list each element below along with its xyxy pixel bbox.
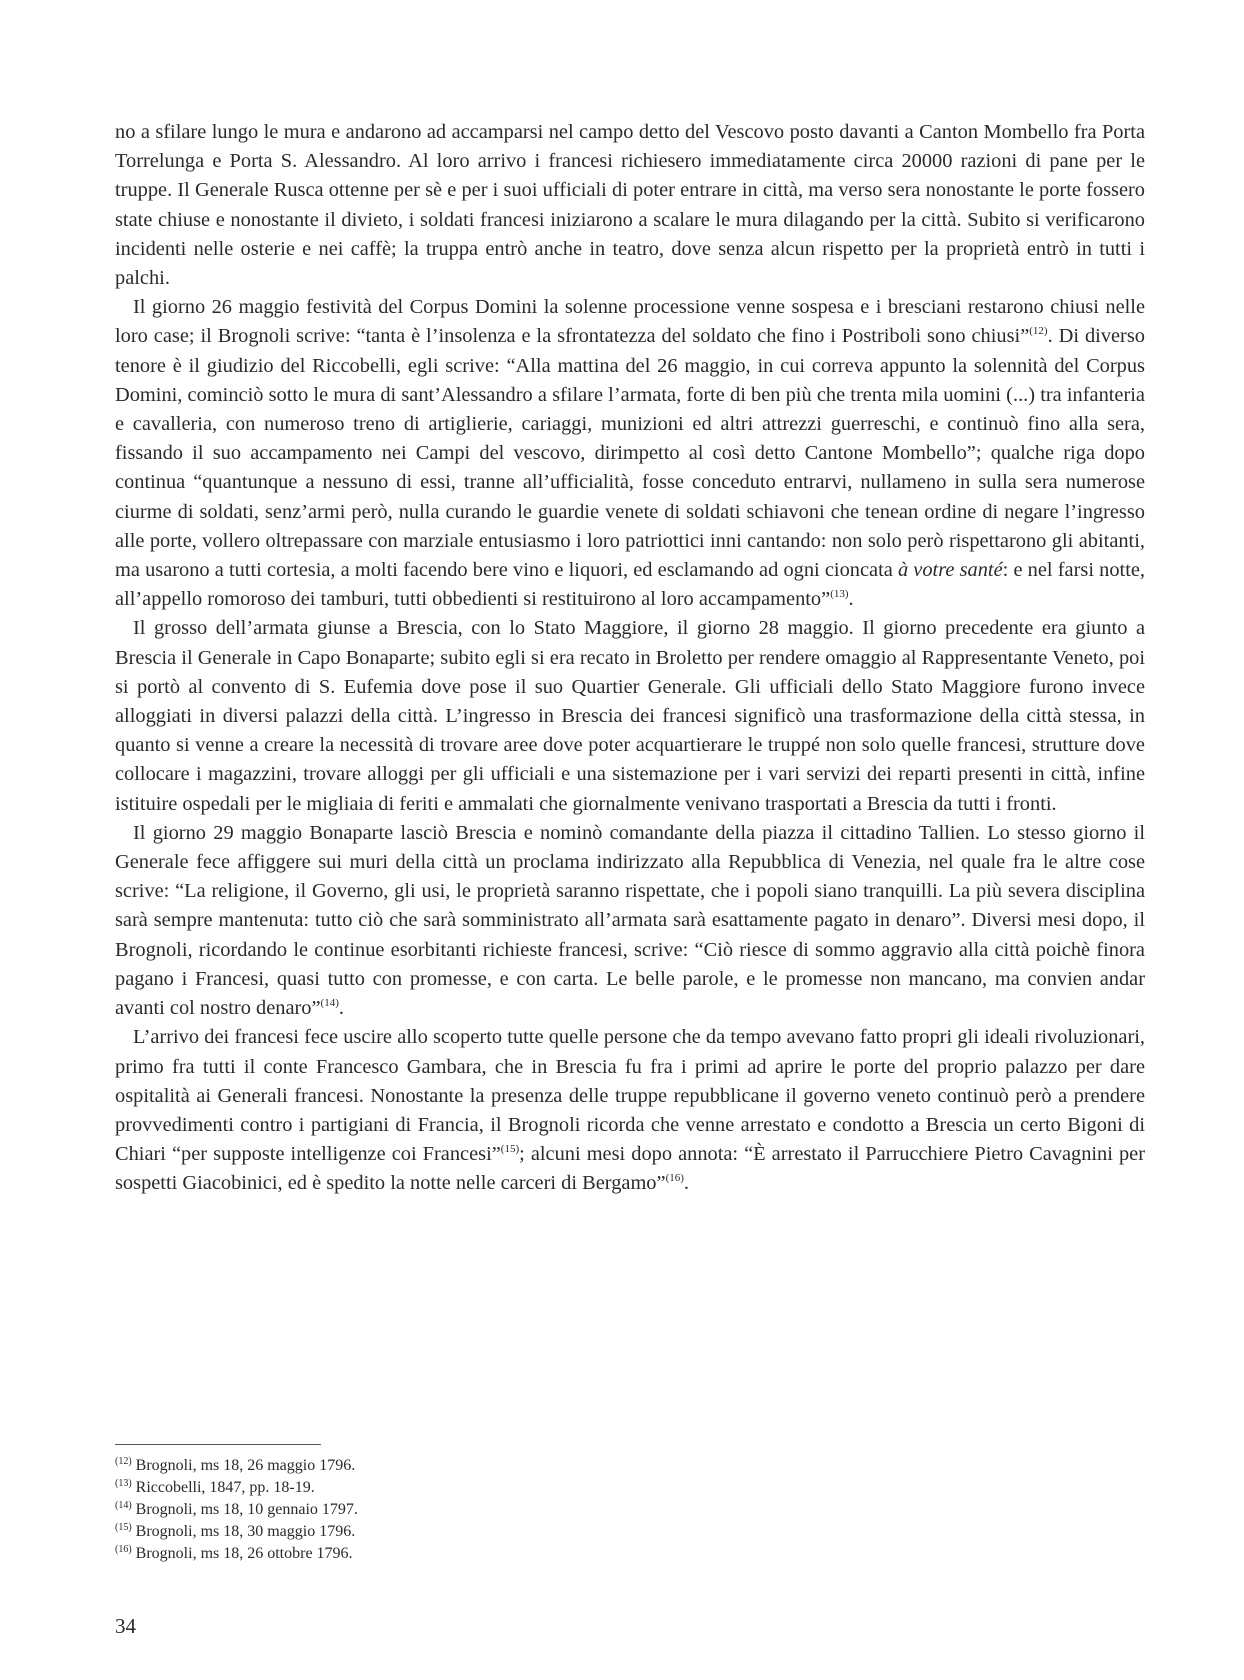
footnote-reference: (14) [320, 997, 339, 1010]
footnote-15 [115, 1521, 715, 1543]
text-run: . [683, 1172, 689, 1195]
text-run: . [848, 588, 854, 611]
footnote-text: Brognoli, ms 18, 30 maggio 1796. [135, 1523, 356, 1540]
paragraph-4 [115, 819, 1145, 1023]
footnote-text: Brognoli, ms 18, 26 maggio 1796. [135, 1457, 356, 1474]
text-run: L’arrivo dei francesi fece uscire allo scoperto tutte quelle persone che da tempo avevano fatto propri gli ideali rivoluzionari, primo fra tutti il conte Francesco Gambara, che in Brescia fu fra i primi ad aprire le porte del proprio palazzo per dare ospitalità ai Generali francesi. Nonostante la presenza delle truppe repubblicane il governo veneto continuò però a prendere provvedimenti contro i partigiani di Francia, il Brognoli ricorda che venne arrestato e condotto a Brescia un certo Bigoni di Chiari “per supposte intelligenze coi Francesi” [115, 1026, 1145, 1166]
paragraph-2 [115, 293, 1145, 614]
text-run: Il giorno 29 maggio Bonaparte lasciò Brescia e nominò comandante della piazza il cittadino Tallien. Lo stesso giorno il Generale fece affiggere sui muri della città un proclama indirizzato alla Repubblica di Venezia, nel quale fra le altre cose scrive: “La religione, il Governo, gli usi, le proprietà saranno rispettate, che i popoli siano tranquilli. La più severa disciplina sarà sempre mantenuta: tutto ciò che sarà somministrato all’armata sarà esattamente pagato in denaro”. Diversi mesi dopo, il Brognoli, ricordando le continue esorbitanti richieste francesi, scrive: “Ciò riesce di sommo aggravio alla città poichè finora pagano i Francesi, quasi tutto con promesse, e con carta. Le belle parole, e le promesse non mancano, ma convien andar avanti col nostro denaro” [115, 821, 1145, 1020]
footnote-12 [115, 1455, 715, 1477]
footnote-text: Riccobelli, 1847, pp. 18-19. [135, 1479, 315, 1496]
footnote-text: Brognoli, ms 18, 10 gennaio 1797. [135, 1501, 358, 1518]
footnote-marker: (16) [115, 1543, 132, 1555]
footnote-16 [115, 1543, 715, 1565]
paragraph-1 [115, 118, 1145, 293]
footnote-reference: (15) [500, 1143, 520, 1156]
text-run: Il giorno 26 maggio festività del Corpus Domini la solenne processione venne sospesa e i bresciani restarono chiusi nelle loro case; il Brognoli scrive: “tanta è l’insolenza e la sfrontatezza del soldato che fino i Postriboli sono chiusi” [115, 296, 1145, 348]
footnote-13 [115, 1477, 715, 1499]
text-run: : e nel farsi notte, all’appello romoroso dei tamburi, tutti obbedienti si restituirono al loro accampamento” [115, 559, 1146, 611]
footnote-divider [115, 1444, 321, 1445]
text-run: ; alcuni mesi dopo annota: “È arrestato il Parrucchiere Pietro Cavagnini per sospetti Giacobinici, ed è spedito la notte nelle carceri di Bergamo” [115, 1143, 1145, 1195]
footnote-14 [115, 1499, 715, 1521]
footnote-reference: (16) [665, 1172, 684, 1185]
text-run: no a sfilare lungo le mura e andarono ad accamparsi nel campo detto del Vescovo posto davanti a Canton Mombello fra Porta Torrelunga e Porta S. Alessandro. Al loro arrivo i francesi richiesero immediatamente circa 20000 razioni di pane per le truppe. Il Generale Rusca ottenne per sè e per i suoi ufficiali di poter entrare in città, ma verso sera nonostante le porte fossero state chiuse e nonostante il divieto, i soldati francesi iniziarono a scalare le mura dilagando per la città. Subito si verificarono incidenti nelle osterie e nei caffè; la truppa entrò anche in teatro, dove senza alcun rispetto per la proprietà entrò in tutti i palchi. [115, 121, 1145, 290]
footnote-marker: (13) [115, 1477, 132, 1489]
body-text [115, 118, 1145, 1199]
footnote-text: Brognoli, ms 18, 26 ottobre 1796. [135, 1545, 353, 1562]
footnote-marker: (15) [115, 1521, 132, 1533]
footnote-marker: (14) [115, 1499, 132, 1511]
footnote-marker: (12) [115, 1455, 132, 1467]
text-run: Il grosso dell’armata giunse a Brescia, con lo Stato Maggiore, il giorno 28 maggio. Il giorno precedente era giunto a Brescia il Generale in Capo Bonaparte; subito egli si era recato in Broletto per rendere omaggio al Rappresentante Veneto, poi si portò al convento di S. Eufemia dove pose il suo Quartier Generale. Gli ufficiali dello Stato Maggiore furono invece alloggiati in diversi palazzi della città. L’ingresso in Brescia dei francesi significò una trasformazione della città stessa, in quanto si venne a creare la necessità di trovare aree dove poter acquartierare le truppé non solo quelle francesi, strutture dove collocare i magazzini, trovare alloggi per gli ufficiali e una sistemazione per i vari servizi dei reparti presenti in città, infine istituire ospedali per le migliaia di feriti e ammalati che giornalmente venivano trasportati a Brescia da tutti i fronti. [115, 617, 1145, 815]
paragraph-5 [115, 1023, 1145, 1198]
footnote-reference: (12) [1029, 325, 1048, 338]
text-run: . [338, 997, 344, 1020]
footnote-reference: (13) [830, 588, 849, 601]
italic-phrase: à votre santé [897, 559, 1003, 582]
paragraph-3 [115, 614, 1145, 818]
text-run: . Di diverso tenore è il giudizio del Riccobelli, egli scrive: “Alla mattina del 26 maggio, in cui correva appunto la solennità del Corpus Domini, cominciò sotto le mura di sant’Alessandro a sfilare l’armata, forte di ben più che trenta mila uomini (...) tra infanteria e cavalleria, con numeroso treno di artiglierie, cariaggi, munizioni ed altri attrezzi guerreschi, e continuò fino alla sera, fissando il suo accampamento nei Campi del vescovo, dirimpetto al così detto Cantone Mombello”; qualche riga dopo continua “quantunque a nessuno di essi, tranne all’ufficialità, fosse conceduto entrarvi, nullameno in sulla sera numerose ciurme di soldati, senz’armi però, nulla curando le guardie venete di soldati schiavoni che tenean ordine di negare l’ingresso alle porte, vollero oltrepassare con marziale entusiasmo i loro patriottici inni cantando: non solo però rispettarono gli abitanti, ma usarono a tutti cortesia, a molti facendo bere vino e liquori, ed esclamando ad ogni cioncata [115, 325, 1145, 582]
page-number: 34 [115, 1614, 136, 1638]
footnotes [115, 1455, 715, 1565]
